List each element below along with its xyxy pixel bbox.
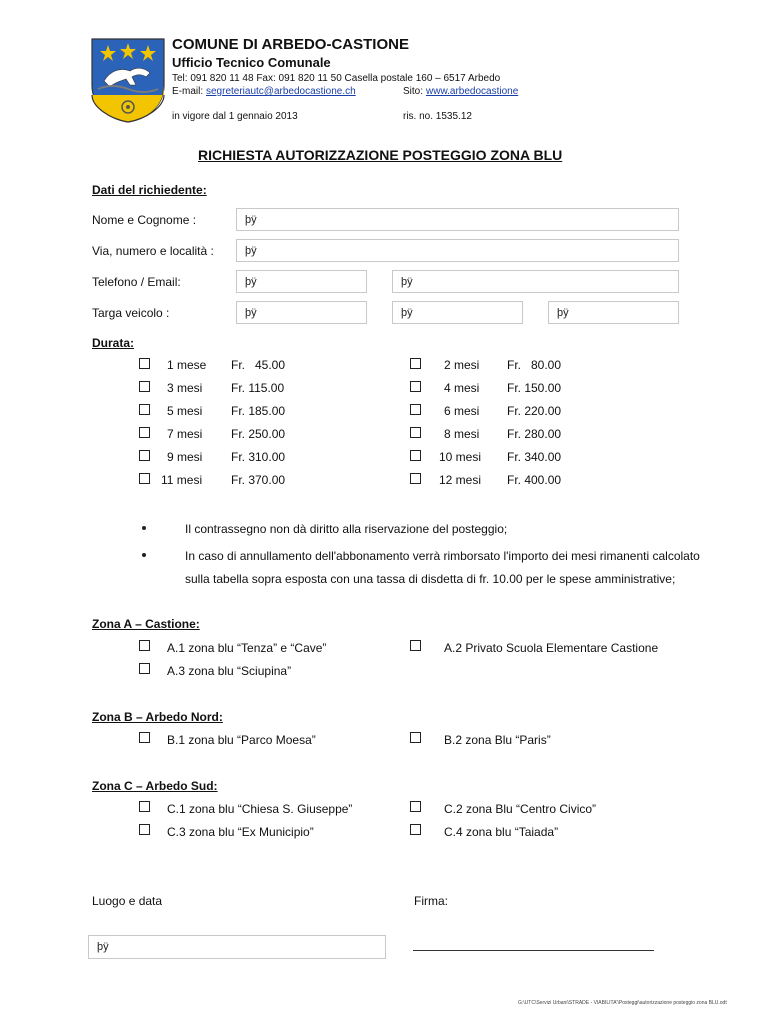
durata-label-12: 12 mesi [439,473,482,487]
durata-label-3: 3 mesi [167,381,203,395]
zone-a2-label: A.2 Privato Scuola Elementare Castione [444,641,659,655]
durata-price-4: Fr. 150.00 [507,381,562,395]
durata-price-3: Fr. 115.00 [231,381,285,395]
zone-b-heading: Zona B – Arbedo Nord: [92,710,223,724]
zone-a1-label: A.1 zona blu “Tenza” e “Cave” [167,641,327,655]
durata-checkbox-12[interactable] [410,473,421,484]
durata-label-9: 9 mesi [167,450,203,464]
durata-price-2: Fr. 80.00 [507,358,562,372]
durata-price-10: Fr. 340.00 [507,450,562,464]
site-label: Sito: [403,86,424,97]
zone-c-heading: Zona C – Arbedo Sud: [92,779,218,793]
durata-price-5: Fr. 185.00 [231,404,286,418]
durata-label-2: 2 mesi [444,358,480,372]
durata-price-1: Fr. 45.00 [231,358,286,372]
durata-checkbox-10[interactable] [410,450,421,461]
durata-label-6: 6 mesi [444,404,480,418]
durata-price-11: Fr. 370.00 [231,473,286,487]
page-title: RICHIESTA AUTORIZZAZIONE POSTEGGIO ZONA BLU [198,147,563,163]
durata-price-12: Fr. 400.00 [507,473,562,487]
zone-c1-label: C.1 zona blu “Chiesa S. Giuseppe” [167,802,353,816]
zone-c2-checkbox[interactable] [410,801,421,812]
place-date-label: Luogo e data [92,894,163,908]
zone-b2-checkbox[interactable] [410,732,421,743]
durata-checkbox-1[interactable] [139,358,150,369]
zone-c3-checkbox[interactable] [139,824,150,835]
durata-checkbox-6[interactable] [410,404,421,415]
municipality-name: COMUNE DI ARBEDO-CASTIONE [172,36,409,53]
durata-label-10: 10 mesi [439,450,482,464]
durata-checkbox-3[interactable] [139,381,150,392]
phone-field[interactable]: þÿ [236,270,367,293]
zone-a3-checkbox[interactable] [139,663,150,674]
contact-line: Tel: 091 820 11 48 Fax: 091 820 11 50 Casella postale 160 – 6517 Arbedo [172,73,501,84]
zone-b2-label: B.2 zona Blu “Paris” [444,733,551,747]
zone-c2-label: C.2 zona Blu “Centro Civico” [444,802,597,816]
site-link[interactable]: www.arbedocastione [426,86,519,97]
signature-line[interactable] [413,950,654,951]
durata-label-5: 5 mesi [167,404,203,418]
email-label: E-mail: [172,86,204,97]
bullet-icon [142,526,146,530]
durata-label-1: 1 mese [167,358,207,372]
note-refund-line1: In caso di annullamento dell'abbonamento verrà rimborsato l'importo dei mesi rimanenti calcolato [185,549,700,563]
durata-price-8: Fr. 280.00 [507,427,562,441]
bullet-icon [142,553,146,557]
signature-label: Firma: [414,894,448,908]
durata-checkbox-8[interactable] [410,427,421,438]
durata-checkbox-5[interactable] [139,404,150,415]
applicant-heading: Dati del richiedente: [92,183,207,197]
durata-price-6: Fr. 220.00 [507,404,562,418]
name-label: Nome e Cognome : [92,213,197,227]
zone-b1-label: B.1 zona blu “Parco Moesa” [167,733,316,747]
name-field[interactable]: þÿ [236,208,679,231]
note-refund-line2: sulla tabella sopra esposta con una tassa di disdetta di fr. 10.00 per le spese amministrative; [185,572,676,586]
address-field[interactable]: þÿ [236,239,679,262]
coat-of-arms-logo [90,37,166,123]
zone-a-heading: Zona A – Castione: [92,617,200,631]
note-reservation: Il contrassegno non dà diritto alla riservazione del posteggio; [185,522,508,536]
zone-c4-checkbox[interactable] [410,824,421,835]
zone-c4-label: C.4 zona blu “Taiada” [444,825,559,839]
zone-a3-label: A.3 zona blu “Sciupina” [167,664,292,678]
email-field[interactable]: þÿ [392,270,679,293]
zone-c3-label: C.3 zona blu “Ex Municipio” [167,825,314,839]
durata-checkbox-9[interactable] [139,450,150,461]
durata-price-9: Fr. 310.00 [231,450,286,464]
plate-field-2[interactable]: þÿ [392,301,523,324]
plate-field-3[interactable]: þÿ [548,301,679,324]
plate-label: Targa veicolo : [92,306,170,320]
durata-checkbox-2[interactable] [410,358,421,369]
footer-file-path: G:\UTC\Servizi Urbani\STRADE - VIABILITA'\Posteggi\autorizzazione posteggio zona BLU.odt [518,1000,727,1006]
zone-c1-checkbox[interactable] [139,801,150,812]
zone-a2-checkbox[interactable] [410,640,421,651]
durata-checkbox-7[interactable] [139,427,150,438]
durata-label-11: 11 mesi [161,473,203,487]
durata-label-7: 7 mesi [167,427,203,441]
address-label: Via, numero e località : [92,244,214,258]
resolution-number: ris. no. 1535.12 [403,111,472,122]
durata-label-8: 8 mesi [444,427,480,441]
durata-label-4: 4 mesi [444,381,480,395]
durata-price-7: Fr. 250.00 [231,427,286,441]
plate-field-1[interactable]: þÿ [236,301,367,324]
durata-heading: Durata: [92,336,135,350]
email-link[interactable]: segreteriautc@arbedocastione.ch [206,86,356,97]
zone-a1-checkbox[interactable] [139,640,150,651]
zone-b1-checkbox[interactable] [139,732,150,743]
durata-checkbox-11[interactable] [139,473,150,484]
office-name: Ufficio Tecnico Comunale [172,55,331,70]
place-date-field[interactable]: þÿ [88,935,386,959]
validity-date: in vigore dal 1 gennaio 2013 [172,111,298,122]
durata-checkbox-4[interactable] [410,381,421,392]
phone-label: Telefono / Email: [92,275,181,289]
